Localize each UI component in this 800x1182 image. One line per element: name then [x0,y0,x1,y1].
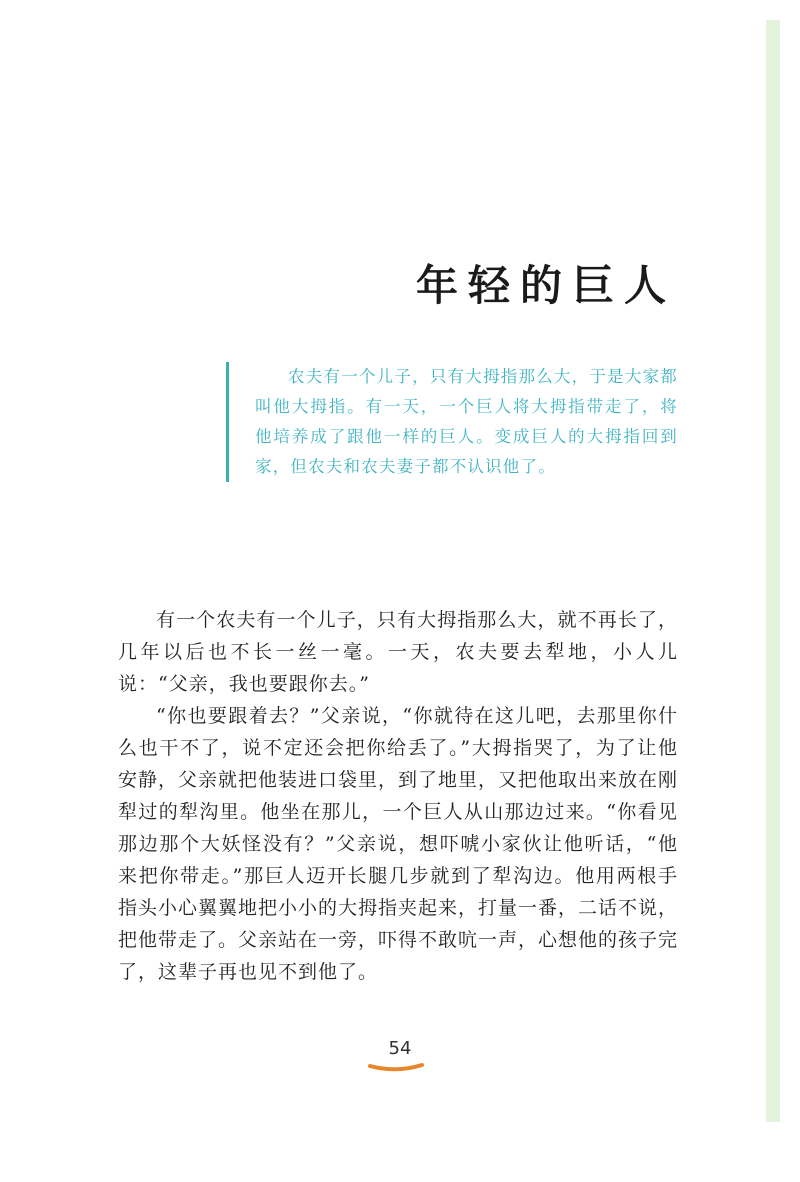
chapter-title: 年轻的巨人 [415,261,676,310]
side-color-strip [766,20,780,1122]
paragraph: 有一个农夫有一个儿子，只有大拇指那么大，就不再长了，几年以后也不长一丝一毫。一天，农夫要去犁地，小人儿说：“父亲，我也要跟你去。” [118,609,678,695]
body-text [118,604,678,988]
page-number-underline [368,1060,424,1074]
chapter-summary: 农夫有一个儿子，只有大拇指那么大，于是大家都叫他大拇指。有一天，一个巨人将大拇指带走了，将他培养成了跟他一样的巨人。变成巨人的大拇指回到家，但农夫和农夫妻子都不认识他了。 [226,362,678,482]
paragraph: “你也要跟着去？”父亲说，“你就待在这儿吧，去那里你什么也干不了，说不定还会把你给丢了。”大拇指哭了，为了让他安静，父亲就把他装进口袋里，到了地里，又把他取出来放在刚犁过的犁沟里。他坐在那儿，一个巨人从山那边过来。“你看见那边那个大妖怪没有？”父亲说，想吓唬小家伙让他听话，“他来把你带走。”那巨人迈开长腿几步就到了犁沟边。他用两根手指头小心翼翼地把小小的大拇指夹起来，打量一番，二话不说，把他带走了。父亲站在一旁，吓得不敢吭一声，心想他的孩子完了，这辈子再也见不到他了。 [118,705,679,983]
page-number: 54 [388,1038,412,1059]
